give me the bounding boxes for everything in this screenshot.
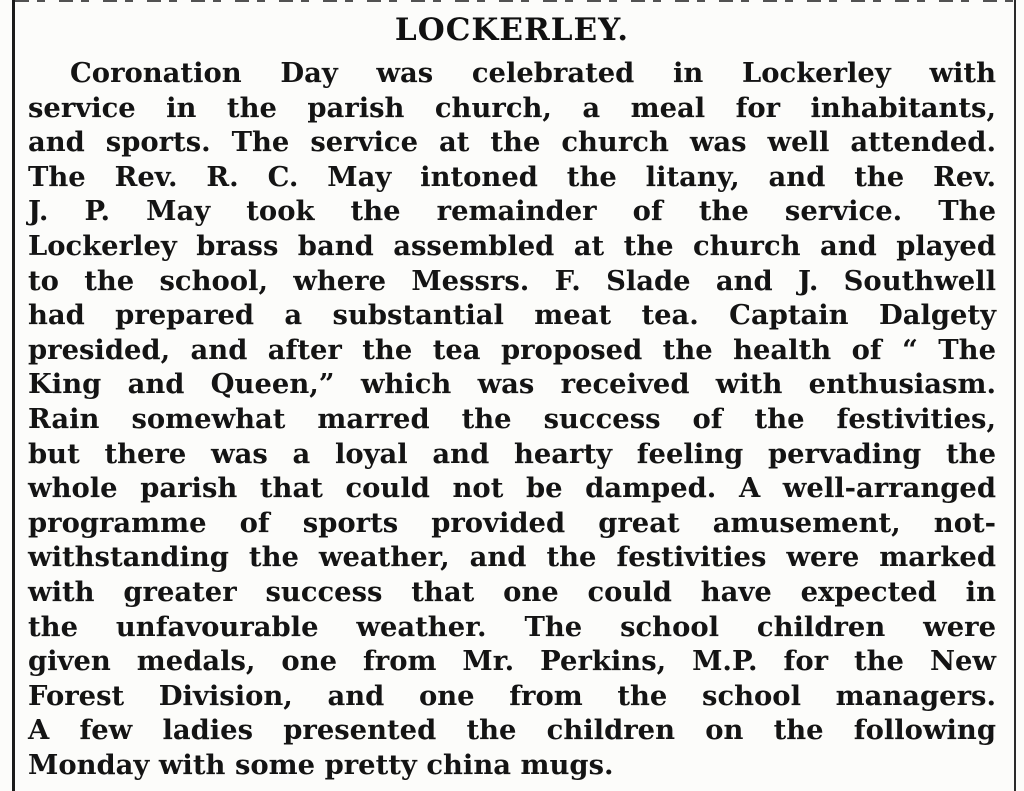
article-body — [28, 56, 996, 782]
article-line: to the school, where Messrs. F. Slade and J. Southwell — [28, 264, 996, 297]
article-line: and sports. The service at the church was well attended. — [28, 126, 996, 159]
article-line: presided, and after the tea proposed the health of “ The — [28, 333, 996, 366]
article-line: given medals, one from Mr. Perkins, M.P. for the New — [28, 645, 996, 678]
article-line: King and Queen,” which was received with enthusiasm. — [28, 368, 996, 401]
article-line: J. P. May took the remainder of the service. The — [28, 195, 996, 228]
article-line: had prepared a substantial meat tea. Captain Dalgety — [28, 299, 996, 332]
column-rule-right — [1014, 0, 1016, 791]
cropped-text-fragment — [15, 0, 1014, 2]
article-line: Lockerley brass band assembled at the church and played — [28, 229, 996, 262]
article-line: Coronation Day was celebrated in Lockerley with — [70, 57, 996, 89]
article-line: but there was a loyal and hearty feeling pervading the — [28, 437, 996, 470]
article-line: whole parish that could not be damped. A well-arranged — [28, 472, 996, 505]
article-line: programme of sports provided great amusement, not- — [28, 506, 996, 539]
article-line: The Rev. R. C. May intoned the litany, and the Rev. — [28, 160, 996, 193]
article-line: withstanding the weather, and the festivities were marked — [28, 541, 996, 574]
article-line: with greater success that one could have expected in — [28, 575, 996, 608]
article-headline: LOCKERLEY. — [394, 12, 630, 48]
article-line: A few ladies presented the children on the following — [28, 714, 996, 747]
article-line: Monday with some pretty china mugs. — [28, 748, 614, 781]
article-line: the unfavourable weather. The school children were — [28, 610, 996, 643]
article-line: service in the parish church, a meal for inhabitants, — [28, 91, 996, 124]
column-rule-left — [12, 0, 15, 791]
article-line: Rain somewhat marred the success of the festivities, — [28, 402, 996, 435]
article-line: Forest Division, and one from the school managers. — [28, 679, 996, 712]
